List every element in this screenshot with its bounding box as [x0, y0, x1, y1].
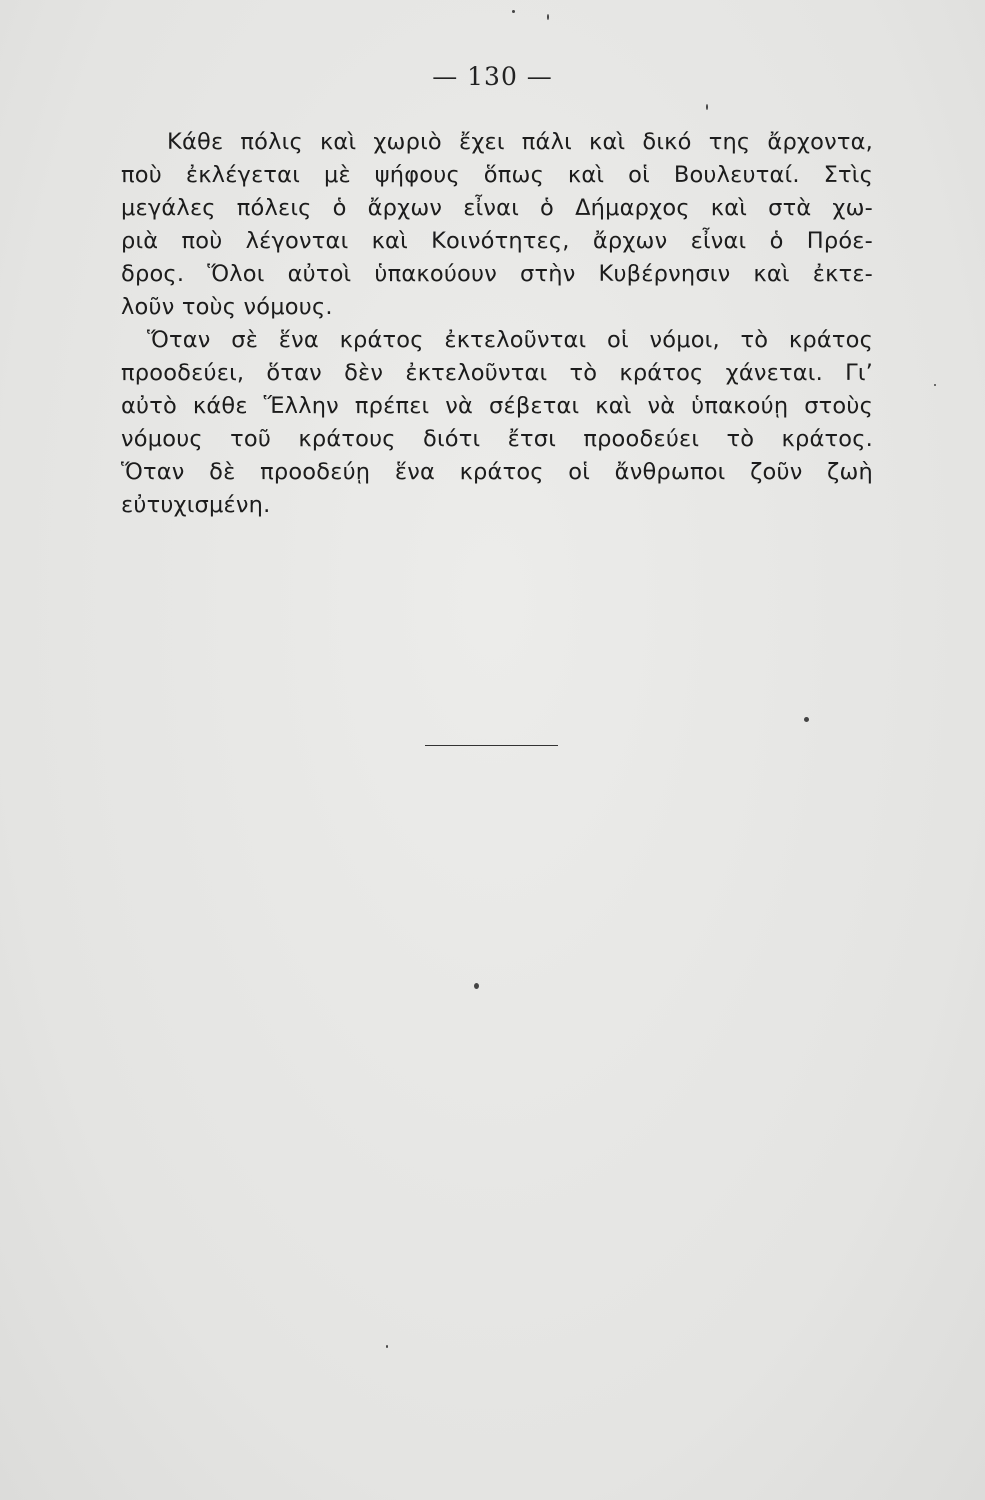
paragraph-1-line-5: δρος. Ὅλοι αὐτοὶ ὑπακούουν στὴν Κυβέρνησιν καὶ ἐκτε-: [121, 261, 873, 287]
paragraph-1-line-6: λοῦν τοὺς νόμους.: [121, 294, 333, 320]
paragraph-1-line-3: μεγάλες πόλεις ὁ ἄρχων εἶναι ὁ Δήμαρχος καὶ στὰ χω-: [121, 195, 873, 221]
paragraph-2-line-2: προοδεύει, ὅταν δὲν ἐκτελοῦνται τὸ κράτος χάνεται. Γι’: [121, 360, 873, 386]
paragraph-2-line-3: αὐτὸ κάθε Ἕλλην πρέπει νὰ σέβεται καὶ νὰ ὑπακούῃ στοὺς: [121, 393, 873, 419]
page-number: — 130 —: [432, 62, 553, 91]
scan-speck: [706, 104, 708, 110]
paragraph-2-line-5: Ὅταν δὲ προοδεύῃ ἕνα κράτος οἱ ἄνθρωποι ζοῦν ζωὴ: [121, 459, 873, 485]
section-divider: [425, 745, 558, 746]
paragraph-2-line-4: νόμους τοῦ κράτους διότι ἔτσι προοδεύει τὸ κράτος.: [121, 426, 873, 452]
paragraph-2-line-1: Ὅταν σὲ ἕνα κράτος ἐκτελοῦνται οἱ νόμοι, τὸ κράτος: [147, 327, 873, 353]
paragraph-1-line-2: ποὺ ἐκλέγεται μὲ ψήφους ὅπως καὶ οἱ Βουλευταί. Στὶς: [121, 162, 873, 188]
paragraph-1-line-4: ριὰ ποὺ λέγονται καὶ Κοινότητες, ἄρχων εἶναι ὁ Πρόε-: [121, 228, 873, 254]
scan-speck: [474, 983, 479, 989]
scan-speck: [934, 384, 936, 386]
paragraph-1-line-1: Κάθε πόλις καὶ χωριὸ ἔχει πάλι καὶ δικό της ἄρχοντα,: [167, 129, 873, 155]
scan-speck: [512, 10, 515, 13]
scan-speck: [386, 1345, 388, 1348]
scan-speck: [547, 14, 549, 20]
body-text: [121, 126, 873, 522]
paragraph-2-line-6: εὐτυχισμένη.: [121, 492, 271, 518]
scan-speck: [804, 717, 809, 722]
